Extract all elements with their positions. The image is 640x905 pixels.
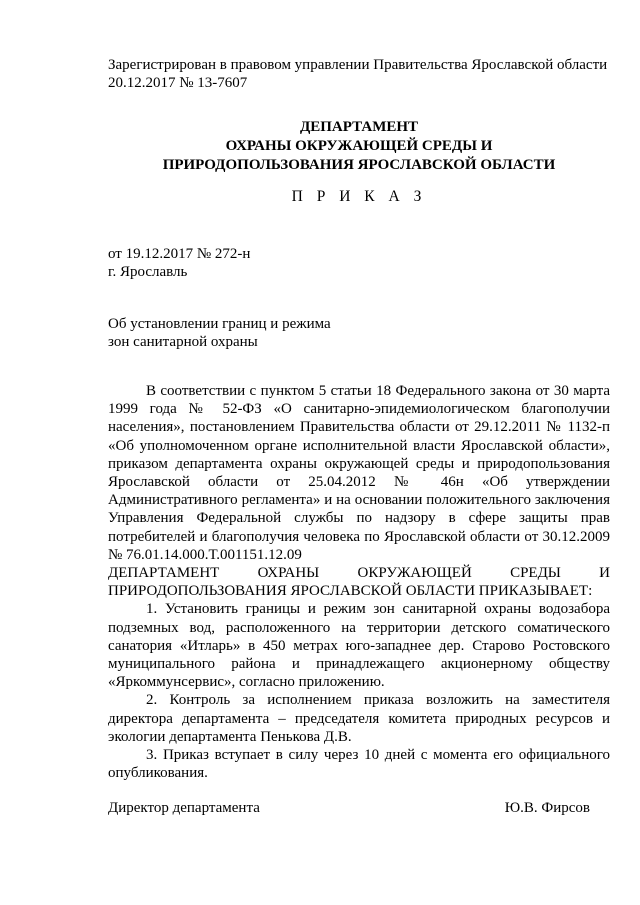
document-meta — [108, 245, 610, 281]
registration-line-2: 20.12.2017 № 13-7607 — [108, 75, 248, 92]
subject-line-1: Об установлении границ и режима — [108, 316, 331, 332]
order-item-2: 2. Контроль за исполнением приказа возложить на заместителя директора департамента – председателя комитета природных ресурсов и экологии департамента Пенькова Д.В. — [108, 692, 610, 745]
document-body — [108, 382, 610, 782]
city: г. Ярославль — [108, 264, 188, 281]
date-number: от 19.12.2017 № 272-н — [108, 246, 251, 262]
order-item-3: 3. Приказ вступает в силу через 10 дней с момента его официального опубликования. — [108, 747, 610, 782]
signatory-name: Ю.В. Фирсов — [504, 800, 590, 816]
issuer-line-2: ОХРАНЫ ОКРУЖАЮЩЕЙ СРЕДЫ И — [225, 138, 493, 154]
document-type: П Р И К А З — [291, 188, 427, 205]
registration-note — [108, 56, 610, 92]
subject-line-2: зон санитарной охраны — [108, 334, 258, 351]
orders-line-1: ДЕПАРТАМЕНТ ОХРАНЫ ОКРУЖАЮЩЕЙ СРЕДЫ И — [108, 565, 610, 582]
registration-line-1: Зарегистрирован в правовом управлении Правительства Ярославской области — [108, 57, 608, 73]
issuer-header — [108, 118, 610, 175]
order-item-1: 1. Установить границы и режим зон санитарной охраны водозабора подземных вод, расположенного на территории детского соматического санатория «Итларь» в 450 метрах юго-западнее дер. Старово Ростовского муниципального района и принадлежащего акционерному обществу «Яркоммунсервис», согласно приложению. — [108, 601, 610, 691]
signature-block — [108, 799, 590, 817]
orders-line-2: ПРИРОДОПОЛЬЗОВАНИЯ ЯРОСЛАВСКОЙ ОБЛАСТИ ПРИКАЗЫВАЕТ: — [108, 583, 593, 600]
signatory-position: Директор департамента — [108, 800, 260, 816]
issuer-line-3: ПРИРОДОПОЛЬЗОВАНИЯ ЯРОСЛАВСКОЙ ОБЛАСТИ — [162, 157, 556, 173]
issuer-line-1: ДЕПАРТАМЕНТ — [299, 119, 419, 135]
preamble-paragraph: В соответствии с пунктом 5 статьи 18 Федерального закона от 30 марта 1999 года № 52-ФЗ «О санитарно-эпидемиологическом благополучии населения», постановлением Правительства области от 29.12.2011 № 1132-п «Об уполномоченном органе исполнительной власти Ярославской области», приказом департамента охраны окружающей среды и природопользования Ярославской области от 25.04.2012 № 46н «Об утверждении Административного регламента» и на основании положительного заключения Управления Федеральной службы по надзору в сфере защиты прав потребителей и благополучия человека по Ярославской области от 30.12.2009 № 76.01.14.000.Т.001151.12.09 — [108, 383, 610, 563]
document-subject — [108, 315, 610, 351]
